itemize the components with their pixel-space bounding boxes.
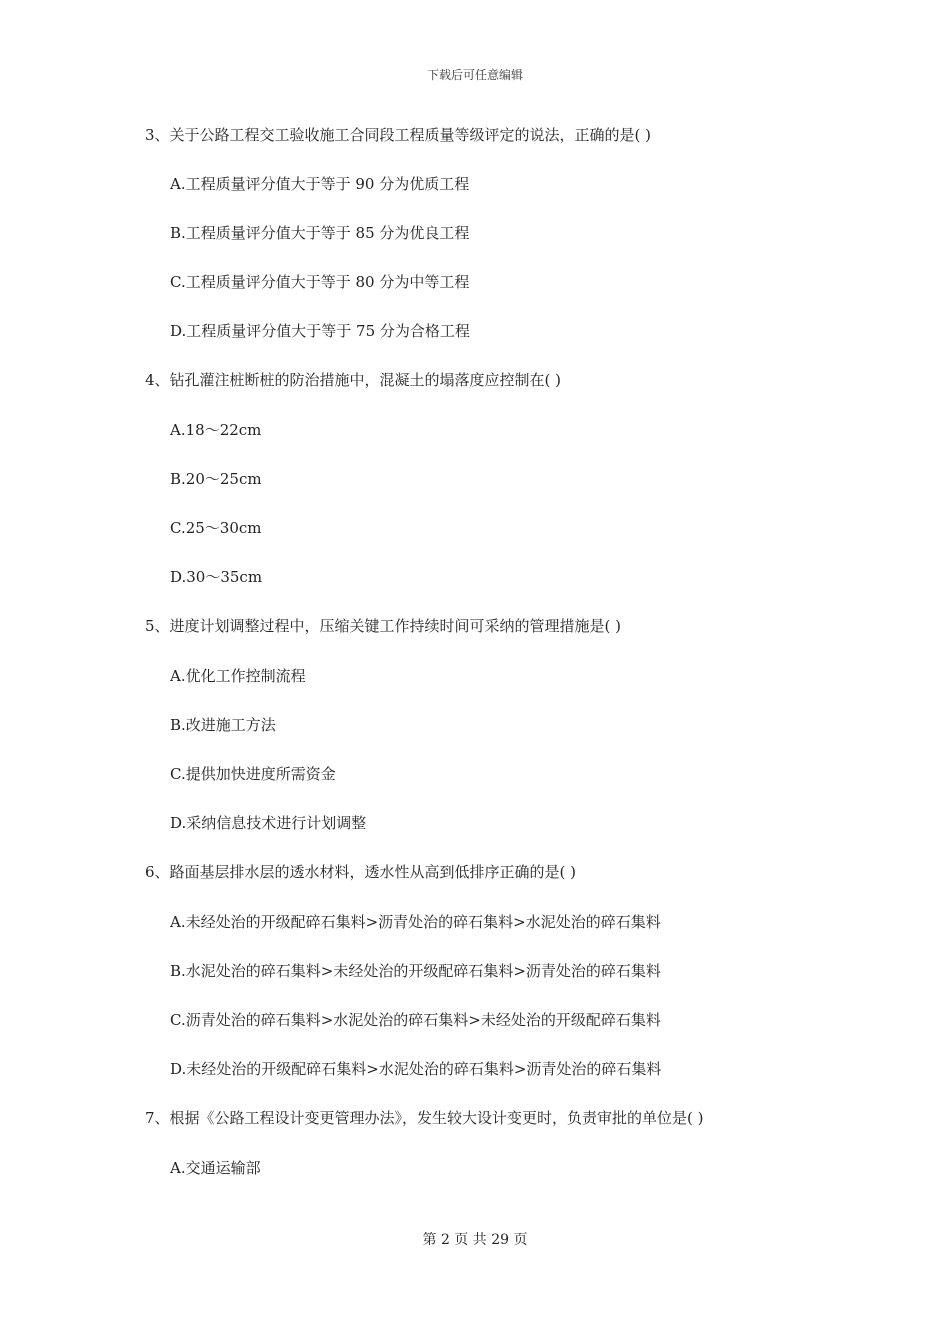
- question-4-option-a: A.18～22cm: [170, 421, 262, 439]
- question-4-option-b: B.20～25cm: [170, 470, 262, 488]
- question-6-stem: 6、路面基层排水层的透水材料，透水性从高到低排序正确的是( ): [145, 863, 577, 881]
- question-7-stem: 7、根据《公路工程设计变更管理办法》，发生较大设计变更时，负责审批的单位是( ): [145, 1109, 704, 1127]
- question-5-option-a: A.优化工作控制流程: [170, 667, 306, 685]
- question-7-option-a: A.交通运输部: [170, 1159, 261, 1177]
- question-4-stem: 4、钻孔灌注桩断桩的防治措施中，混凝土的塌落度应控制在( ): [145, 371, 562, 389]
- question-5-stem: 5、进度计划调整过程中，压缩关键工作持续时间可采纳的管理措施是( ): [145, 617, 622, 635]
- question-6-option-c: C.沥青处治的碎石集料>水泥处治的碎石集料>未经处治的开级配碎石集料: [170, 1011, 661, 1029]
- question-4-option-c: C.25～30cm: [170, 519, 262, 537]
- question-3-option-c: C.工程质量评分值大于等于 80 分为中等工程: [170, 273, 470, 291]
- question-6-option-d: D.未经处治的开级配碎石集料>水泥处治的碎石集料>沥青处治的碎石集料: [170, 1060, 662, 1078]
- question-3-option-b: B.工程质量评分值大于等于 85 分为优良工程: [170, 224, 470, 242]
- question-5-option-c: C.提供加快进度所需资金: [170, 765, 336, 783]
- question-5-option-b: B.改进施工方法: [170, 716, 276, 734]
- page-footer: 第 2 页 共 29 页: [422, 1232, 528, 1248]
- question-5-option-d: D.采纳信息技术进行计划调整: [170, 814, 367, 832]
- question-4-option-d: D.30～35cm: [170, 568, 263, 586]
- question-3-option-d: D.工程质量评分值大于等于 75 分为合格工程: [170, 322, 470, 340]
- question-3-stem: 3、关于公路工程交工验收施工合同段工程质量等级评定的说法，正确的是( ): [145, 126, 652, 144]
- question-3-option-a: A.工程质量评分值大于等于 90 分为优质工程: [170, 175, 470, 193]
- question-6-option-a: A.未经处治的开级配碎石集料>沥青处治的碎石集料>水泥处治的碎石集料: [170, 913, 661, 931]
- page-header: 下载后可任意编辑: [426, 68, 523, 82]
- question-6-option-b: B.水泥处治的碎石集料>未经处治的开级配碎石集料>沥青处治的碎石集料: [170, 962, 661, 980]
